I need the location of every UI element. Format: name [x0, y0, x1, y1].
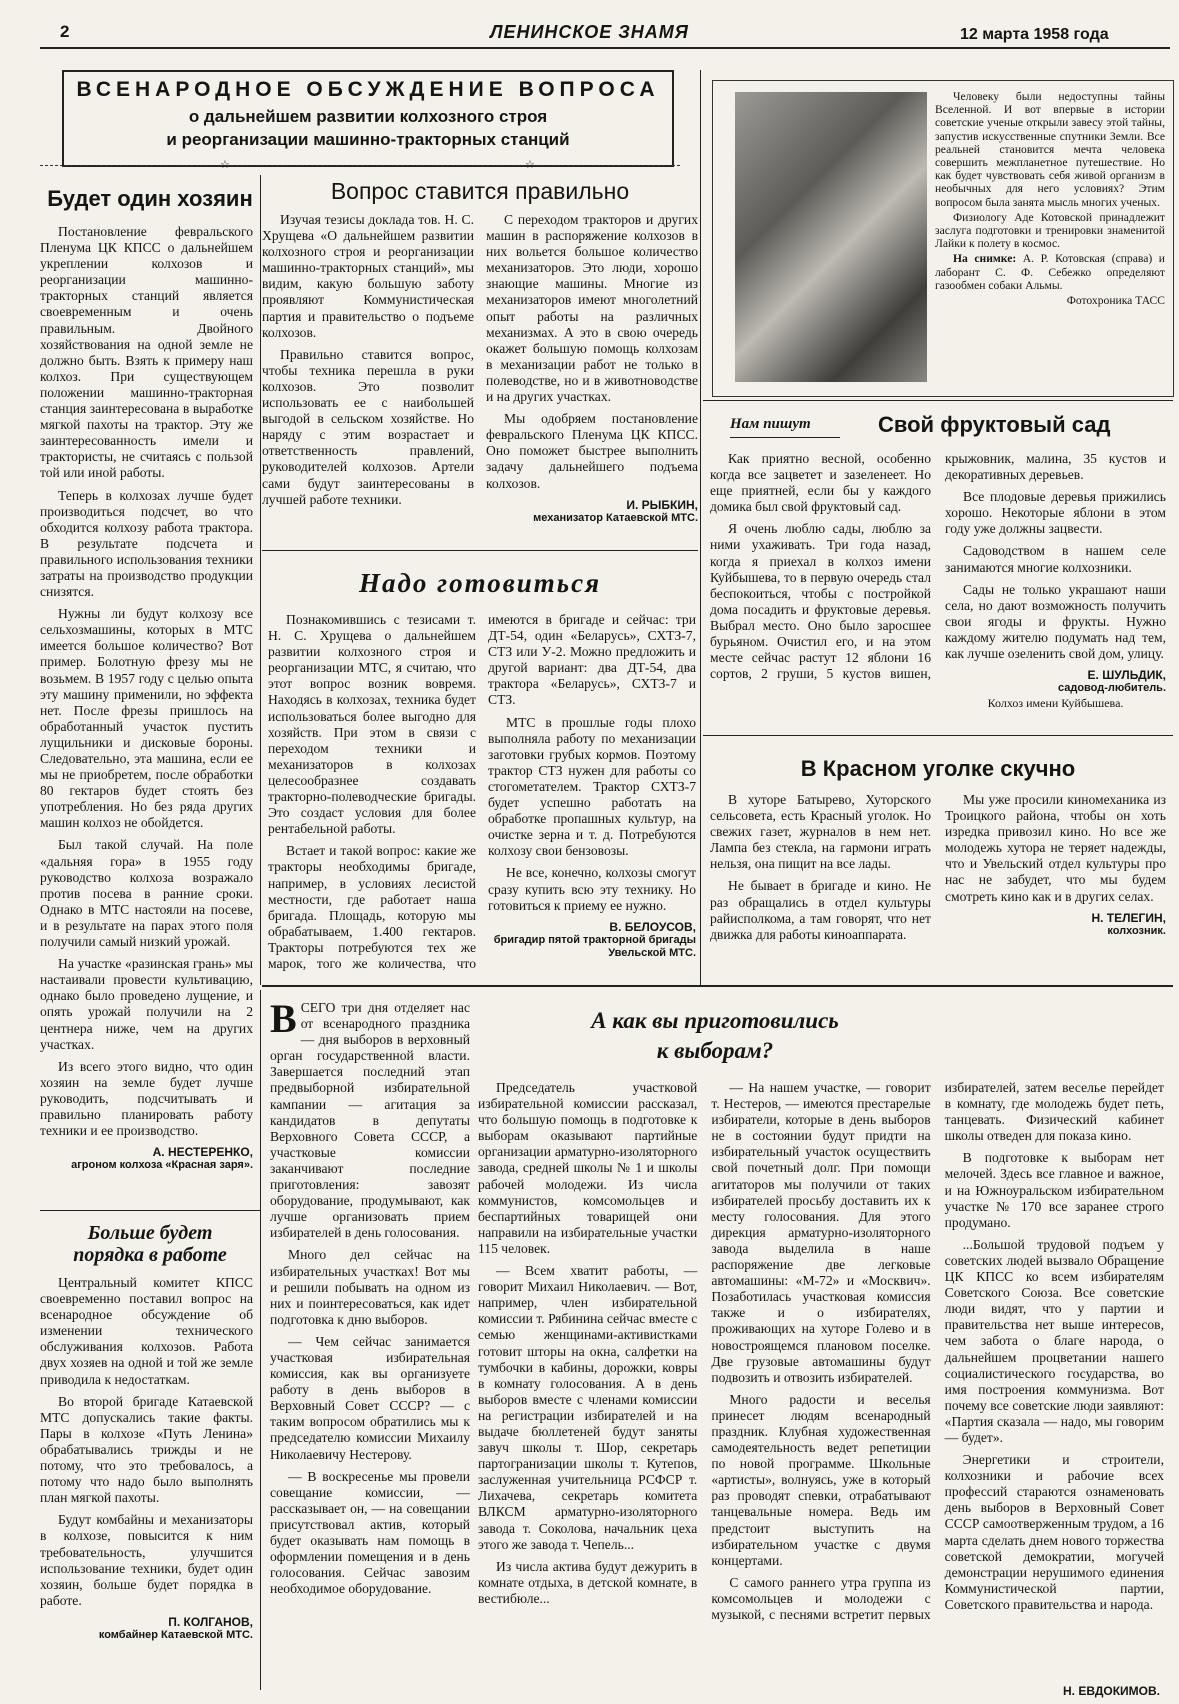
paragraph: Энергетики и строители, колхозники и рабочие всех профессий стараются ознаменовать день выборов в Верховный Совет СССР самоотверженным трудом, а 16 марта сделать днем нового торжества советской демократии, могучей демонстрации нерушимого единения Коммунистической партии, Советского правительства и народа.: [944, 1452, 1164, 1612]
section-rule: [703, 735, 1173, 736]
paragraph: Не бывает в бригаде и кино. Не раз обращались в отдел культуры райисполкома, а там говорят, что нет движка для работы киноаппарата.: [710, 878, 931, 942]
photo-caption: [935, 90, 1165, 307]
article-body-sad: [710, 451, 1166, 711]
article-body-vybory-col1: [270, 1000, 470, 1690]
section-rule: [703, 400, 1173, 401]
issue-date: 12 марта 1958 года: [960, 26, 1109, 43]
paragraph: Председатель участковой избирательной комиссии рассказал, что большую помощь в подготовке к выборам оказывают партийные организации арматурно-изоляторного завода, средней школы № 1 и школы рабочей молодежи. Из числа коммунистов, комсомольцев и беспартийных товарищей они направили на избирательные участки 115 человек.: [478, 1080, 698, 1256]
paragraph: С переходом тракторов и других машин в распоряжение колхозов в них вольется большое количество механизаторов. Это люди, хорошо знающие машины. Многие из механизаторов имеют многолетний опыт работы на различных механизмах. А это в свою очередь окажет большую помощь колхозам в механизации работ не только в полеводстве, но и в животноводстве и на других участках.: [486, 212, 698, 405]
photo-credit: Фотохроника ТАСС: [1066, 294, 1165, 308]
paragraph: [270, 1000, 470, 1241]
signature-name: В. БЕЛОУСОВ,: [609, 919, 696, 934]
banner-subtitle-2: и реорганизации машинно-тракторных станций: [166, 130, 570, 149]
section-rule: [40, 1210, 260, 1211]
article-body-gotovitsya: [268, 612, 696, 972]
star-ornament: ☆: [525, 158, 535, 171]
paragraph: Мы уже просили киномеханика из Троицкого района, чтобы он хоть изредка привозил кино. Но все же молодежь хутора не теряет надежды, что и Увельский отдел культуры про нас не забудет, что мы будем смотреть кино как и в других селах.: [945, 792, 1166, 904]
paragraph: Много радости и веселья принесет людям всенародный праздник. Клубная художественная самодеятельность ведет репетиции по новой программе. Школьные «артисты», волнуясь, уже в который раз проводят спевки, отрабатывают танцевальные номера. Ведь им предстоит выступить на избирательном участке с двумя концертами.: [711, 1391, 931, 1568]
signature-name: Н. ТЕЛЕГИН,: [1091, 910, 1166, 925]
title-line: А как вы приготовились: [591, 1008, 839, 1033]
paragraph: В хуторе Батырево, Хуторского сельсовета, есть Красный уголок. Но свежих газет, журналов в нем нет. Лампа без стекла, на гармони играть нельзя, она пищит на все лады.: [710, 792, 931, 872]
paragraph: — Чем сейчас занимается участковая избирательная комиссия, как вы организуете работу в день выборов в Верховный Совет СССР? — с таким вопросом обратились мы к председателю комиссии Михаилу Николаевичу Нестерову.: [270, 1333, 470, 1462]
article-body-vybory: [478, 1080, 1164, 1625]
article-title: [40, 1222, 260, 1266]
paragraph: Как приятно весной, особенно когда все зацветет и зазеленеет. Но еще приятней, если бы у каждого домика был свой фруктовый сад.: [710, 451, 931, 515]
caption-text: [935, 252, 1165, 292]
caption-text: А. Р. Котовская (справа) и лаборант С. Ф. Себежко определяют газообмен собаки Альмы.: [935, 252, 1165, 292]
paragraph: Много дел сейчас на избирательных участках! Вот мы и решили побывать на одном из них и поинтересоваться, как идет подготовка к дню выборов.: [270, 1247, 470, 1327]
caption-text: Человеку были недоступны тайны Вселенной. И вот впервые в истории советские ученые открыли завесу этой тайны, запустив искусственные спутники Земли. Все реальней становится мечта человека совершить межпланетное путешествие. Но как будет чувствовать себя живой организм в необычных для него условиях? Этим вопросом была занята мысль многих ученых.: [935, 90, 1165, 209]
paragraph: С самого раннего утра группа из комсомольцев и молодежи с музыкой, с песнями встретит первых избирателей, затем веселье перейдет в комнату, где молодежь будет петь, танцевать. Физический кабинет школы отведен для показа кино.: [711, 1080, 1164, 1622]
signature-place: Колхоз имени Куйбышева.: [987, 696, 1124, 711]
drop-cap: В: [270, 1000, 297, 1041]
signature-name: П. КОЛГАНОВ,: [168, 1614, 253, 1629]
newspaper-name: ЛЕНИНСКОЕ ЗНАМЯ: [490, 22, 689, 42]
signature-role: колхозник.: [1107, 924, 1166, 937]
signature-role: садовод-любитель.: [1057, 682, 1166, 695]
rubric: Нам пишут: [730, 416, 811, 432]
paragraph: Из всего этого видно, что один хозяин на земле будет лучше руководить, подсчитывать и правильно планировать работу техники и ее производство.: [40, 1058, 253, 1139]
paragraph: Постановление февральского Пленума ЦК КПСС о дальнейшем укреплении колхозов и реорганизации машинно-тракторных станций является своевременным и очень правильным. Двойного хозяйствования на одной земле не должно быть. Взять к примеру наш колхоз. При существующем положении машинно-тракторная станция заинтересована в выработке мягкой пахоты на трактор. Эту же заинтересованность имели и трактористы, не считаясь с пользой той или иной работы.: [40, 224, 253, 481]
photo-scientists: [735, 92, 927, 382]
paragraph: Правильно ставится вопрос, чтобы техника перешла в руки колхозов. Это позволит использовать ее с наибольшей выгодой в сельском хозяйстве. Но наряду с этим возрастает и ответственность правлений, руководителей колхозов. Артели сами будут заинтересованы в лучшей работе техники.: [262, 346, 474, 507]
star-ornament: ☆: [220, 158, 230, 171]
discussion-banner: [62, 70, 674, 167]
article-body-vopros: [262, 212, 698, 525]
signature-role: механизатор Катаевской МТС.: [533, 511, 698, 524]
article-title: Вопрос ставится правильно: [330, 178, 630, 204]
paragraph: Изучая тезисы доклада тов. Н. С. Хрущева «О дальнейшем развитии колхозного строя и реорганизации машинно-тракторных станций», мы видим, какую большую заботу проявляют Коммунистическая партия и правительство о подъеме колхозов.: [262, 212, 474, 340]
article-title: Надо готовиться: [358, 568, 602, 598]
signature-role: агроном колхоза «Красная заря».: [71, 1159, 253, 1172]
paragraph: На участке «разинская грань» мы настаивали провести культивацию, однако было проведено лущение, и опять урожай получили на 2 центнера ниже, чем на других участках.: [40, 956, 253, 1052]
paragraph: Был такой случай. На поле «дальняя гора» в 1955 году руководство колхоза возражало против посева в ранние сроки. Однако в МТС настояли на посеве, и в результате на парах этого поля получили самый низкий урожай.: [40, 837, 253, 950]
paragraph: Познакомившись с тезисами т. Н. С. Хрущева о дальнейшем развитии колхозного строя и реорганизации МТС, я считаю, что этот вопрос возник вовремя. Находясь в колхозах, техника будет использоваться более выгодно для хозяйств. При этом в связи с переходом техники и механизаторов в колхозах целесообразнее создавать тракторно-полеводческие бригады. Это создаст условия для более рентабельной работы.: [268, 612, 476, 837]
paragraph: — На нашем участке, — говорит т. Нестеров, — имеются престарелые избиратели, которые в день выборов не в состоянии будут придти на избирательный участок осуществить свой почетный долг. При помощи агитаторов мы получили от таких избирателей просьбу доставить их к месту голосования. Для этого дирекция арматурно-изоляторного завода выделила в наше распоряжение две легковые автомашины: «М-72» и «Москвич». Позаботилась участковая комиссия также и о избирателях, проживающих на хуторе Голево и в новостроящемся плановом поселке. Две грузовые автомашины будут подвозить и отвозить избирателей.: [711, 1080, 931, 1385]
caption-text: Физиологу Аде Котовской принадлежит заслуга подготовки и тренировки знаменитой Лайки к полету в космос.: [935, 210, 1165, 251]
paragraph: — Всем хватит работы, — говорит Михаил Николаевич. — Вот, например, член избирательной комиссии т. Рябинина сейчас вместе с семью женщинами-активистками готовит шторы на окна, салфетки на тумбочки в кабины, дорожки, ковры в комнату голосования. А в день выборов вместе с членами комиссии на регистрации избирателей и на выдаче бюллетеней будут заняты завуч школы т. Шор, секретарь партогранизации школы т. Кутепов, заслуженная учительница РСФСР т. Лихачева, секретарь комитета ВЛКСМ арматурно-изоляторного завода т. Соколова, начальник цеха этого же завода т. Чепель...: [478, 1263, 698, 1552]
paragraph: Во второй бригаде Катаевской МТС допускались такие факты. Пары в колхозе «Путь Ленина» обрабатывались трижды и не потому, что это требовалось, а потому что надо было выполнять план мягкой пахоты.: [40, 1393, 253, 1506]
paragraph-text: СЕГО три дня отделяет нас от всенародного праздника — дня выборов в верховный орган государственной власти. Завершается последний этап предвыборной избирательной кампании — агитация за кандидатов в депутаты Верховного Совета СССР, а участковые комиссии заканчивают последние приготовления: завозят оборудование, продумывают, как лучше организовать прием избирателей в день голосования.: [270, 1000, 470, 1241]
article-body-ugolok: [710, 792, 1166, 943]
signature-name: Н. ЕВДОКИМОВ.: [1062, 1684, 1160, 1698]
paragraph: Нужны ли будут колхозу все сельхозмашины, которых в МТС имеется большое количество? Вот пример. Болотную фрезу мы не возьмем. В 1957 году с целью опыта эту машину применили, но эффекта нет. После фрезы пришлось на обработанный участок пустить лущильники и дисковые бороны. Следовательно, эта машина, если ее мы не приобретем, после обработки 80 гектаров будет стоять без употребления. Но без ряда других машин колхоз не обойдется.: [40, 606, 253, 831]
paragraph: Из числа актива будут дежурить в комнате отдыха, в детской комнате, в вестибюле...: [478, 1558, 698, 1606]
paragraph: — В воскресенье мы провели совещание комиссии, — рассказывает он, — на совещании присутствовал актив, который будет оказывать нам помощь в оформлении помещения и в день голосования. Сейчас завозим необходимое оборудование.: [270, 1468, 470, 1597]
title-line: к выборам?: [656, 1038, 774, 1063]
paragraph: МТС в прошлые годы плохо выполняла работу по механизации заготовки грубых кормов. Поэтому трактор СТЗ нужен для работы со стогометателем. Трактор СХТЗ-7 будет успешно работать на обработке пропашных культур, на очистке зерна и т. д. Потребуются колхозу свои бензовозы.: [488, 714, 696, 859]
article-title: Свой фруктовый сад: [878, 412, 1111, 437]
paragraph: Будут комбайны и механизаторы в колхозе, повысится к ним требовательность, улучшится использование техники, будет один хозяин, больше будет порядка в работе.: [40, 1512, 253, 1608]
title-line: Больше будет: [87, 1222, 213, 1244]
paragraph: Встает и такой вопрос: какие же тракторы необходимы бригаде, например, в условиях лесистой местности, где работает наша бригада. Площадь, которую мы обрабатываем, 1.400 гектаров. Тракторы потребуются тех же марок, того же количества, что имеются в бригаде и сейчас: три ДТ-54, один «Беларусь», СХТЗ-7, СТЗ или У-2. Можно предложить и другой вариант: два ДТ-54, два трактора «Беларусь», СХТЗ-7 и СТЗ.: [268, 612, 696, 971]
signature-name: А. НЕСТЕРЕНКО,: [152, 1145, 253, 1160]
title-line: порядка в работе: [73, 1244, 227, 1266]
masthead-rule: [40, 47, 1170, 49]
article-title: В Красном уголке скучно: [800, 756, 1076, 781]
paragraph: Не все, конечно, колхозы смогут сразу купить всю эту технику. Но готовиться к приему ее нужно.: [488, 865, 696, 913]
paragraph: ...Большой трудовой подъем у советских людей вызвало Обращение ЦК КПСС ко всем избирателям Советского Союза. Все советские люди видят, что у партии и правительства нет выше интересов, чем забота о благе народа, о дальнейшем процветании нашего социалистического государства, во имя построения коммунизма. Вот почему все советские люди заявляют: «Партия сказала — надо, мы говорим — будет».: [944, 1236, 1164, 1445]
section-rule: [262, 550, 698, 551]
paragraph: В подготовке к выборам нет мелочей. Здесь все главное и важное, и на Южноуральском избирательном участке № 170 все заранее строго продумано.: [944, 1150, 1164, 1230]
signature-role: бригадир пятой тракторной бригады Увельской МТС.: [493, 933, 696, 959]
paragraph: Все плодовые деревья прижились хорошо. Некоторые яблони в этом году уже должны зацвести.: [945, 489, 1166, 537]
article-body-hozyain: [40, 224, 253, 1172]
paragraph: Сады не только украшают наши села, но дают возможность получить свои ягоды и фрукты. Нужно каждому жителю подумать над тем, как лучше озеленить свой дом, улицу.: [945, 581, 1166, 662]
paragraph: Теперь в колхозах лучше будет производиться подсчет, во что обходится колхозу работа трактора. В результате подсчета и правильного использования техники затраты на производство продукции снизятся.: [40, 487, 253, 600]
rubric-rule: [730, 437, 840, 438]
paragraph: Мы одобряем постановление февральского Пленума ЦК КПСС. Оно поможет быстрее выполнить задачу дальнейшего подъема колхозов.: [486, 411, 698, 491]
article-body-poryadok: [40, 1275, 253, 1642]
paragraph: Садоводством в нашем селе занимаются многие колхозники.: [945, 543, 1166, 575]
paragraph: Я очень люблю сады, люблю за ними ухаживать. Три года назад, когда я приехал в колхоз имени Куйбышева, то в первую очередь стал беспокоиться, чтобы с постройкой дома посадить и фруктовые деревья. Выбрал место. Оно было заросшее бурьяном. Очистил его, и на этом месте сейчас растут 12 яблони 16 сортов, 2 груши, 5 кустов вишен, крыжовник, малина, 35 кустов и декоративных деревьев.: [710, 451, 1166, 682]
page-number: 2: [60, 22, 70, 41]
article-title: [480, 1006, 950, 1066]
column-rule: [260, 175, 261, 985]
banner-subtitle-1: о дальнейшем развитии колхозного строя: [188, 107, 548, 126]
signature-name: И. РЫБКИН,: [626, 497, 698, 512]
column-rule: [700, 70, 701, 985]
banner-title: ВСЕНАРОДНОЕ ОБСУЖДЕНИЕ ВОПРОСА: [76, 78, 660, 101]
article-title: Будет один хозяин: [47, 186, 253, 211]
signature-role: комбайнер Катаевской МТС.: [98, 1628, 253, 1641]
section-rule: [262, 985, 1173, 987]
column-rule: [260, 990, 261, 1690]
banner-divider: [40, 165, 680, 167]
caption-label: На снимке:: [953, 252, 1017, 266]
paragraph: Центральный комитет КПСС своевременно поставил вопрос на всенародное обсуждение об изменении технического обслуживания колхозов. Работа двух хозяев на одной и той же земле приводила к недостаткам.: [40, 1275, 253, 1387]
signature-name: Е. ШУЛЬДИК,: [1087, 668, 1166, 683]
